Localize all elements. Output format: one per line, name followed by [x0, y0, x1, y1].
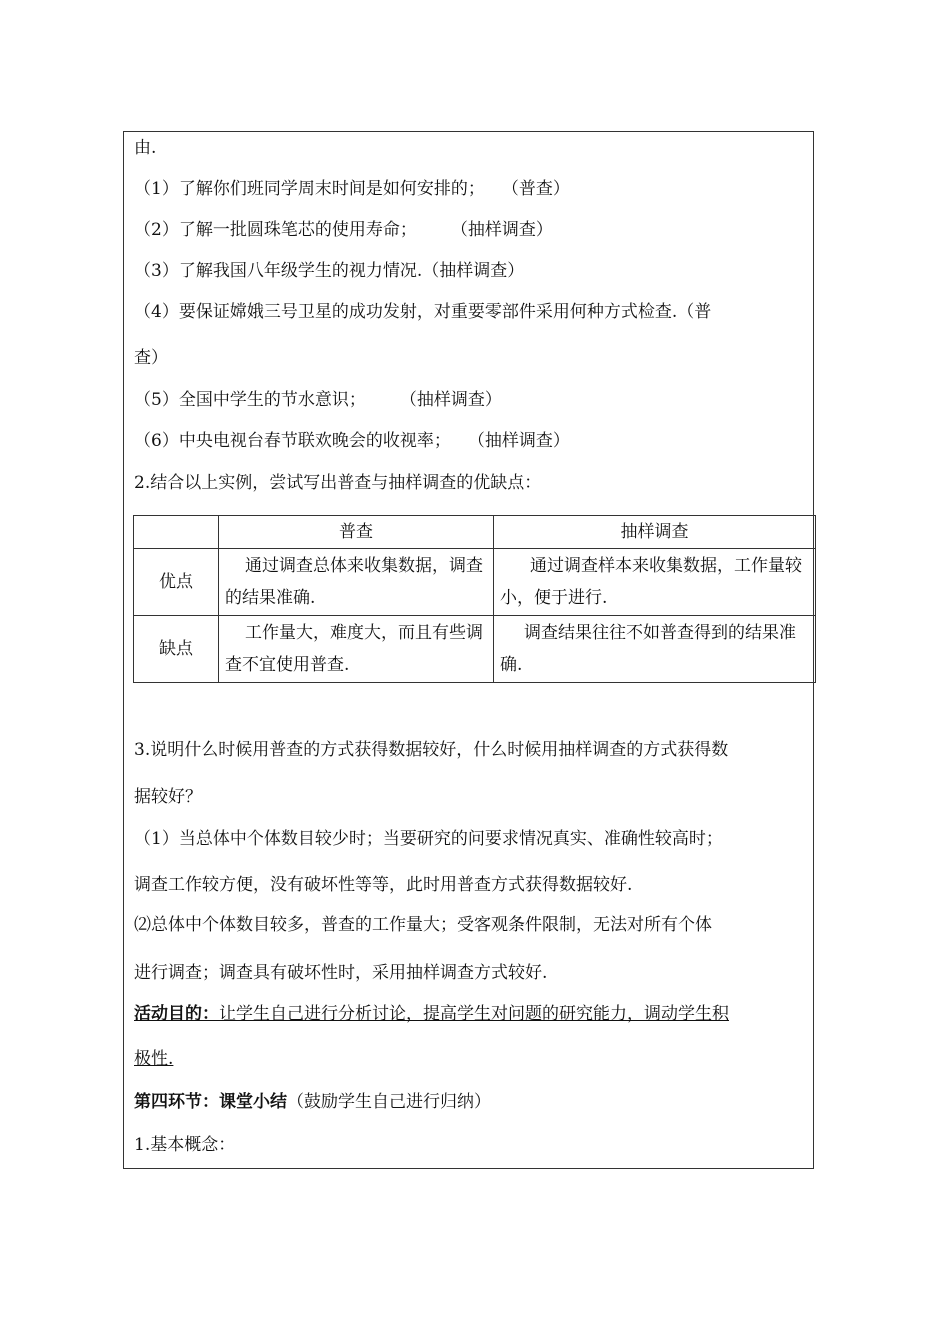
table-cell — [494, 549, 816, 616]
section-note: （鼓励学生自己进行归纳） — [287, 1092, 491, 1112]
table-header-row — [134, 516, 816, 549]
section-four-heading — [134, 1090, 491, 1114]
row-label: 缺点 — [134, 616, 219, 683]
answer-2-cont: 进行调查；调查具有破坏性时，采用抽样调查方式较好. — [134, 963, 548, 983]
row-label: 优点 — [134, 549, 219, 616]
question-3-cont: 据较好？ — [134, 787, 202, 807]
example-4-cont: 查） — [134, 348, 168, 368]
question-3: 3.说明什么时候用普查的方式获得数据较好，什么时候用抽样调查的方式获得数 — [134, 740, 729, 760]
answer-2: ⑵总体中个体数目较多，普查的工作量大；受客观条件限制，无法对所有个体 — [134, 915, 712, 935]
example-2: （2）了解一批圆珠笔芯的使用寿命； （抽样调查） — [134, 220, 553, 240]
example-3: （3）了解我国八年级学生的视力情况.（抽样调查） — [134, 261, 525, 281]
table-row — [134, 616, 816, 683]
question-2: 2.结合以上实例，尝试写出普查与抽样调查的优缺点： — [134, 473, 542, 493]
activity-goal-cont — [134, 1047, 173, 1071]
table-cell — [219, 549, 494, 616]
header-cell: 普查 — [219, 516, 494, 549]
example-5: （5）全国中学生的节水意识； （抽样调查） — [134, 390, 502, 410]
cell-text: 调查结果往往不如普查得到的结果准确. — [500, 623, 796, 675]
example-4: （4）要保证嫦娥三号卫星的成功发射，对重要零部件采用何种方式检查.（普 — [134, 302, 712, 322]
answer-1: （1）当总体中个体数目较少时；当要研究的问要求情况真实、准确性较高时； — [134, 829, 723, 849]
goal-label: 活动目的： — [134, 1004, 219, 1024]
cell-text: 工作量大，难度大，而且有些调查不宜使用普查. — [225, 623, 483, 675]
cell-text: 通过调查总体来收集数据，调查的结果准确. — [225, 556, 483, 608]
table-cell — [494, 616, 816, 683]
example-1: （1）了解你们班同学周末时间是如何安排的； （普查） — [134, 179, 570, 199]
basic-concepts: 1.基本概念： — [134, 1135, 236, 1155]
cell-text: 通过调查样本来收集数据，工作量较小，便于进行. — [500, 556, 802, 608]
comparison-table — [133, 515, 816, 683]
goal-text-cont: 极性. — [134, 1049, 174, 1069]
answer-1-cont: 调查工作较方便，没有破坏性等等，此时用普查方式获得数据较好. — [134, 875, 633, 895]
table-cell — [219, 616, 494, 683]
example-6: （6）中央电视台春节联欢晚会的收视率； （抽样调查） — [134, 431, 570, 451]
text-line: 由. — [134, 138, 157, 158]
table-row — [134, 549, 816, 616]
header-cell: 抽样调查 — [494, 516, 816, 549]
activity-goal — [134, 1002, 729, 1026]
header-cell — [134, 516, 219, 549]
goal-text: 让学生自己进行分析讨论，提高学生对问题的研究能力，调动学生积 — [219, 1004, 729, 1024]
section-title: 第四环节：课堂小结 — [134, 1092, 287, 1112]
